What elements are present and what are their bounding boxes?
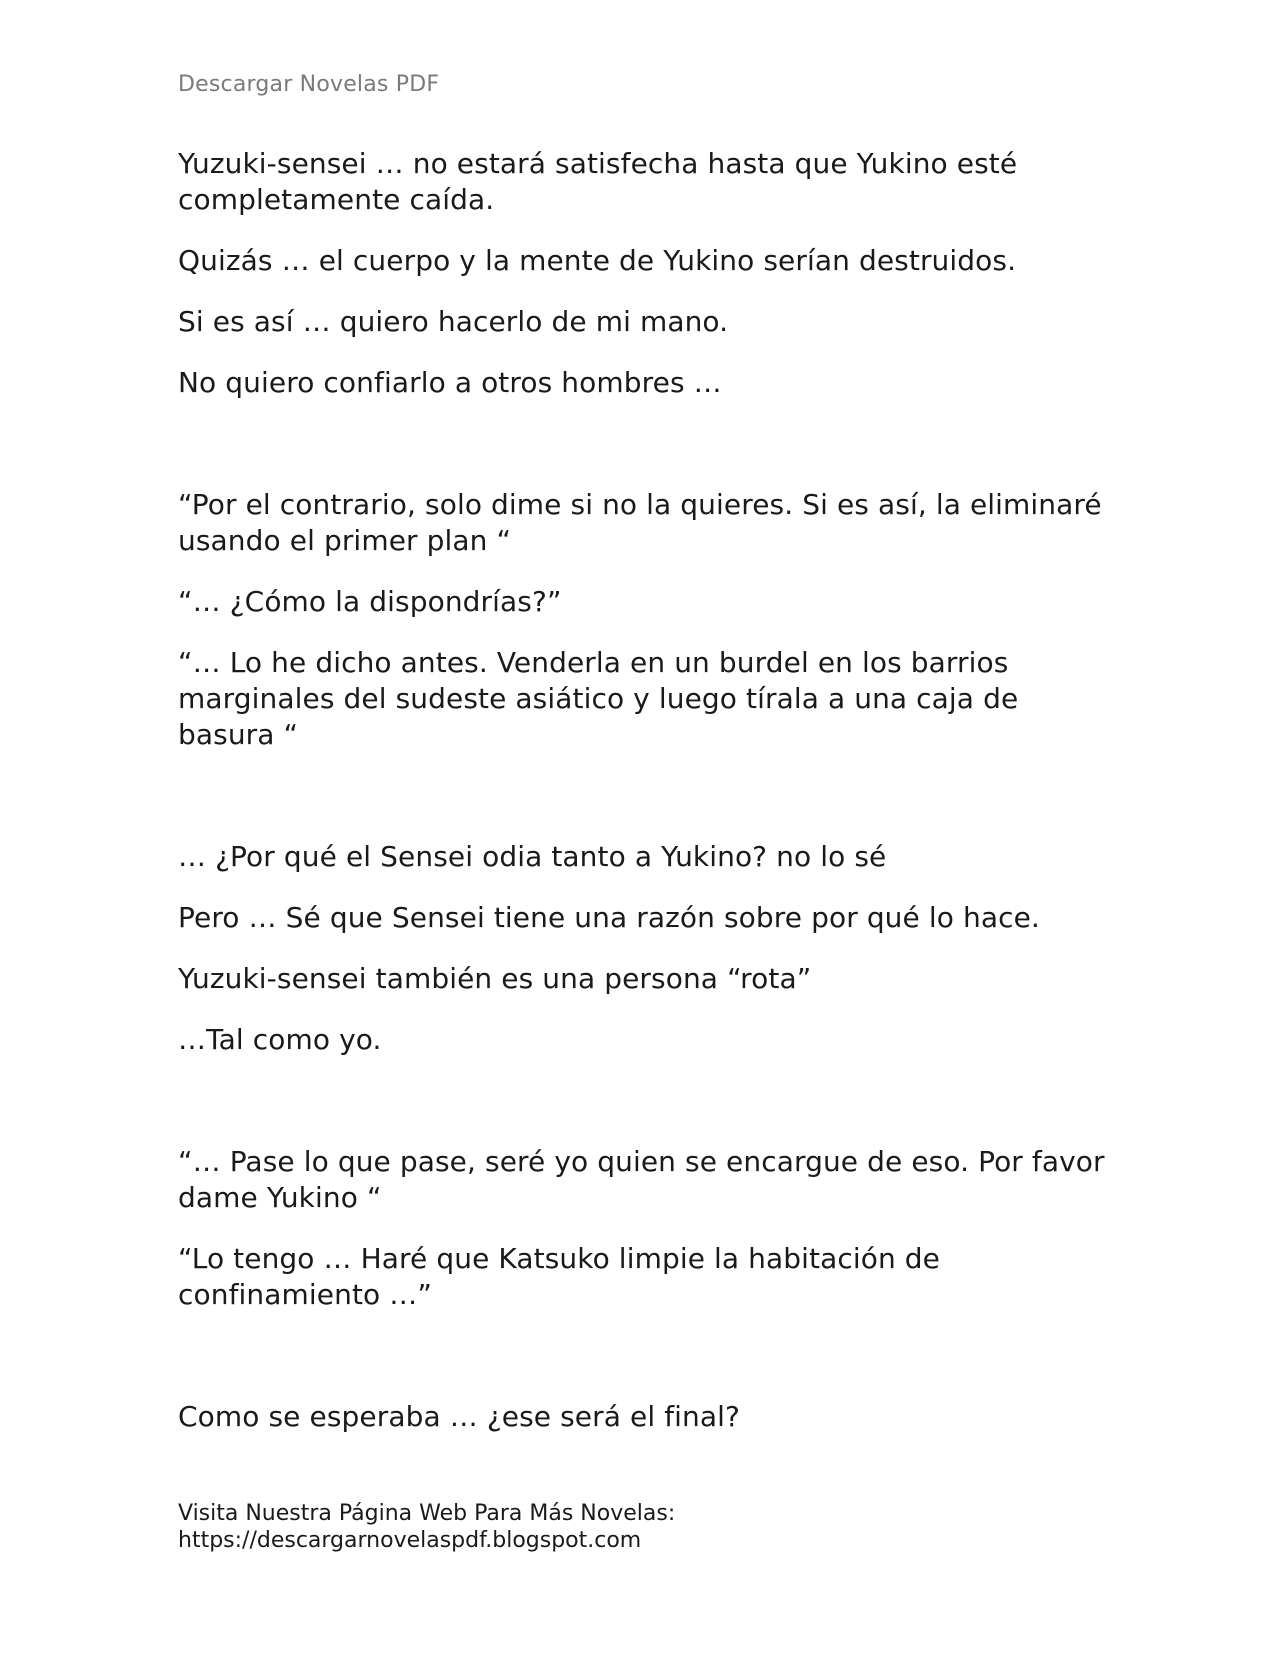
paragraph: Yuzuki-sensei también es una persona “rota” [178,962,812,995]
body-text [178,146,1108,1460]
paragraph: “Por el contrario, solo dime si no la quieres. Si es así, la eliminaré usando el primer plan “ [178,488,1102,557]
running-header: Descargar Novelas PDF [178,72,440,97]
footer-promo-text: Visita Nuestra Página Web Para Más Novelas: [178,1501,676,1526]
page-footer [178,1500,675,1554]
paragraph: …Tal como yo. [178,1023,382,1056]
paragraph: “… ¿Cómo la dispondrías?” [178,585,562,618]
paragraph: “Lo tengo … Haré que Katsuko limpie la habitación de confinamiento …” [178,1242,941,1311]
paragraph: “… Lo he dicho antes. Venderla en un burdel en los barrios marginales del sudeste asiático y luego tírala a una caja de basura “ [178,646,1019,751]
paragraph: Si es así … quiero hacerlo de mi mano. [178,305,729,338]
paragraph: … ¿Por qué el Sensei odia tanto a Yukino? no lo sé [178,840,887,873]
paragraph: “… Pase lo que pase, seré yo quien se encargue de eso. Por favor dame Yukino “ [178,1145,1105,1214]
paragraph: Quizás … el cuerpo y la mente de Yukino serían destruidos. [178,244,1017,277]
document-page [178,0,1108,1656]
paragraph: Pero … Sé que Sensei tiene una razón sobre por qué lo hace. [178,901,1040,934]
footer-url: https://descargarnovelaspdf.blogspot.com [178,1528,642,1553]
paragraph: Como se esperaba … ¿ese será el final? [178,1400,740,1433]
paragraph: No quiero confiarlo a otros hombres … [178,366,722,399]
paragraph: Yuzuki-sensei … no estará satisfecha hasta que Yukino esté completamente caída. [178,147,1018,216]
